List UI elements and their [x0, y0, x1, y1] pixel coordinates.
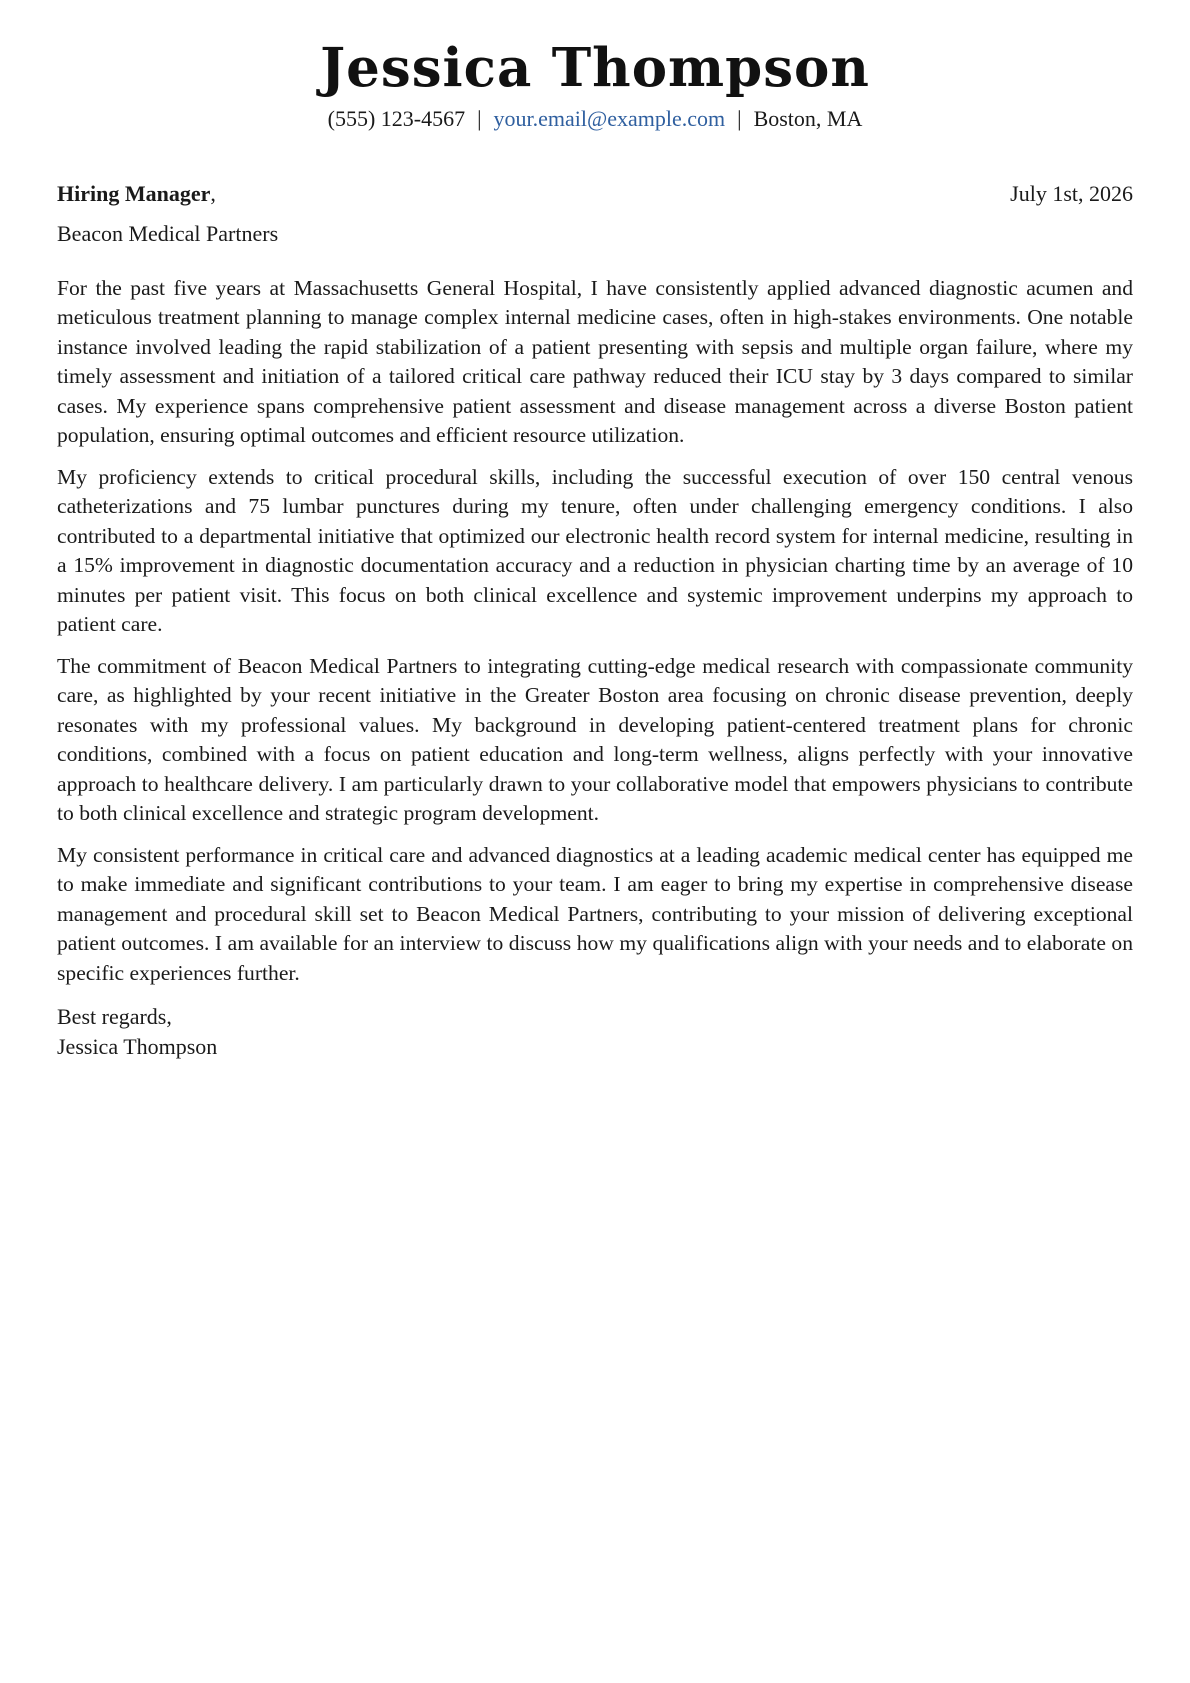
phone-number: (555) 123-4567	[327, 105, 466, 131]
contact-line	[57, 105, 1133, 134]
email-link[interactable]: your.email@example.com	[493, 105, 726, 131]
letter-header	[57, 0, 1133, 134]
body-paragraph-4: My consistent performance in critical care and advanced diagnostics at a leading academic medical center has equipped me to make immediate and significant contributions to your team. I am eager to bring my expertise in comprehensive disease management and procedural skill set to Beacon Medical Partners, contributing to your mission of delivering exceptional patient outcomes. I am available for an interview to discuss how my qualifications align with your needs and to elaborate on specific experiences further.	[57, 842, 1133, 985]
contact-separator: |	[737, 105, 742, 131]
location: Boston, MA	[753, 105, 863, 131]
recipient-salutation	[57, 180, 216, 209]
signature-name: Jessica Thompson	[57, 1033, 218, 1059]
letter-date: July 1st, 2026	[1010, 180, 1133, 206]
recipient-name-suffix: ,	[210, 180, 216, 206]
recipient-name: Hiring Manager	[57, 180, 211, 206]
applicant-name: Jessica Thompson	[320, 37, 870, 99]
letter-closing	[57, 1002, 1133, 1061]
recipient-company: Beacon Medical Partners	[57, 221, 279, 247]
recipient-row	[57, 180, 1133, 209]
closing-salutation: Best regards,	[57, 1004, 172, 1030]
body-paragraph-3: The commitment of Beacon Medical Partners to integrating cutting-edge medical research with compassionate community care, as highlighted by your recent initiative in the Greater Boston area focusing on chronic disease prevention, deeply resonates with my professional values. My background in developing patient-centered treatment plans for chronic conditions, combined with a focus on patient education and long-term wellness, aligns perfectly with your innovative approach to healthcare delivery. I am particularly drawn to your collaborative model that empowers physicians to contribute to both clinical excellence and strategic program development.	[57, 653, 1133, 826]
letter-body	[57, 274, 1133, 989]
body-paragraph-2: My proficiency extends to critical procedural skills, including the successful execution of over 150 central venous catheterizations and 75 lumbar punctures during my tenure, often under challenging emergency conditions. I also contributed to a departmental initiative that optimized our electronic health record system for internal medicine, resulting in a 15% improvement in diagnostic documentation accuracy and a reduction in physician charting time by an average of 10 minutes per patient visit. This focus on both clinical excellence and systemic improvement underpins my approach to patient care.	[57, 464, 1133, 637]
body-paragraph-1: For the past five years at Massachusetts General Hospital, I have consistently applied advanced diagnostic acumen and meticulous treatment planning to manage complex internal medicine cases, often in high-stakes environments. One notable instance involved leading the rapid stabilization of a patient presenting with sepsis and multiple organ failure, where my timely assessment and initiation of a tailored critical care pathway reduced their ICU stay by 3 days compared to similar cases. My experience spans comprehensive patient assessment and disease management across a diverse Boston patient population, ensuring optimal outcomes and efficient resource utilization.	[57, 275, 1133, 448]
contact-separator: |	[477, 105, 482, 131]
